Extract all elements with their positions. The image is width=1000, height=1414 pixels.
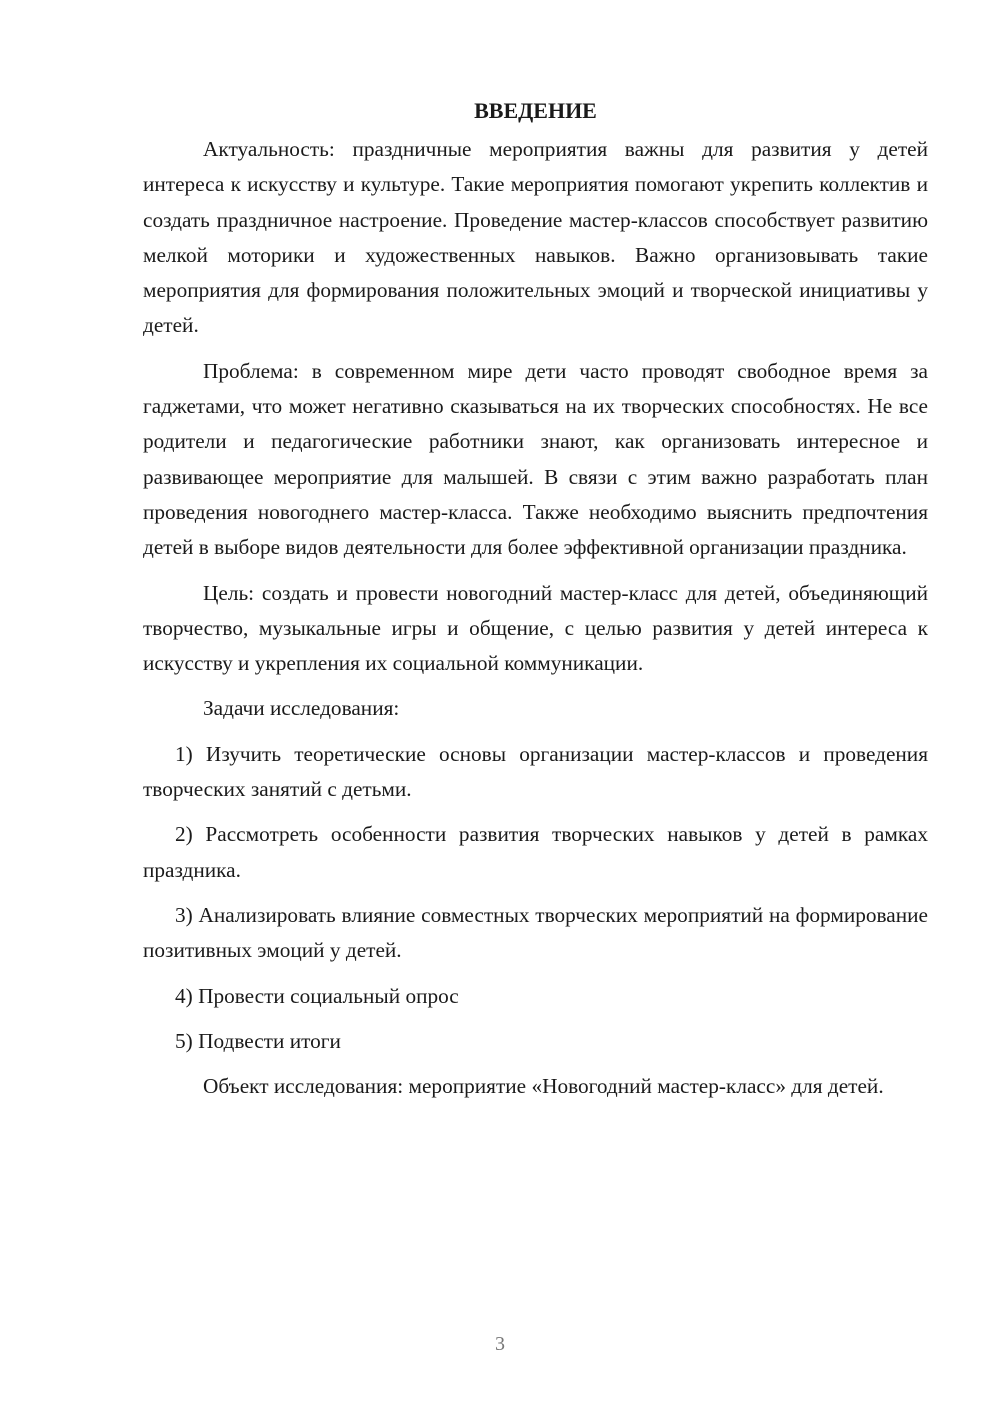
- list-item: 4) Провести социальный опрос: [175, 983, 459, 1008]
- page-number: 3: [495, 1333, 505, 1355]
- tasks-heading: Задачи исследования:: [203, 696, 400, 721]
- list-item: 2) Рассмотреть особенности развития творческих навыков у детей в рамках праздника.: [143, 822, 928, 882]
- list-item: 1) Изучить теоретические основы организации мастер-классов и проведения творческих занятий с детьми.: [143, 741, 928, 802]
- tasks-list: [143, 737, 928, 1059]
- paragraph-relevance: Актуальность: праздничные мероприятия важны для развития у детей интереса к искусству и культуре. Такие мероприятия помогают укрепить коллектив и создать праздничное настроение. Проведение мастер-классов способствует развитию мелкой моторики и художественных навыков. Важно организовывать такие мероприятия для формирования положительных эмоций и творческой инициативы у детей.: [143, 137, 928, 338]
- list-item: 3) Анализировать влияние совместных творческих мероприятий на формирование позитивных эмоций у детей.: [143, 902, 928, 963]
- page-title: ВВЕДЕНИЕ: [474, 98, 597, 123]
- paragraph-problem: Проблема: в современном мире дети часто проводят свободное время за гаджетами, что может негативно сказываться на их творческих способностях. Не все родители и педагогические работники знают, как организовать интересное и развивающее мероприятие для малышей. В связи с этим важно разработать план проведения новогоднего мастер-класса. Также необходимо выяснить предпочтения детей в выборе видов деятельности для более эффективной организации праздника.: [143, 358, 928, 560]
- paragraph-object: Объект исследования: мероприятие «Новогодний мастер-класс» для детей.: [203, 1074, 884, 1099]
- paragraph-goal: Цель: создать и провести новогодний мастер-класс для детей, объединяющий творчество, музыкальные игры и общение, с целью развития у детей интереса к искусству и укрепления их социальной коммуникации.: [143, 580, 928, 676]
- document-page: [143, 93, 928, 1114]
- list-item: 5) Подвести итоги: [175, 1028, 341, 1053]
